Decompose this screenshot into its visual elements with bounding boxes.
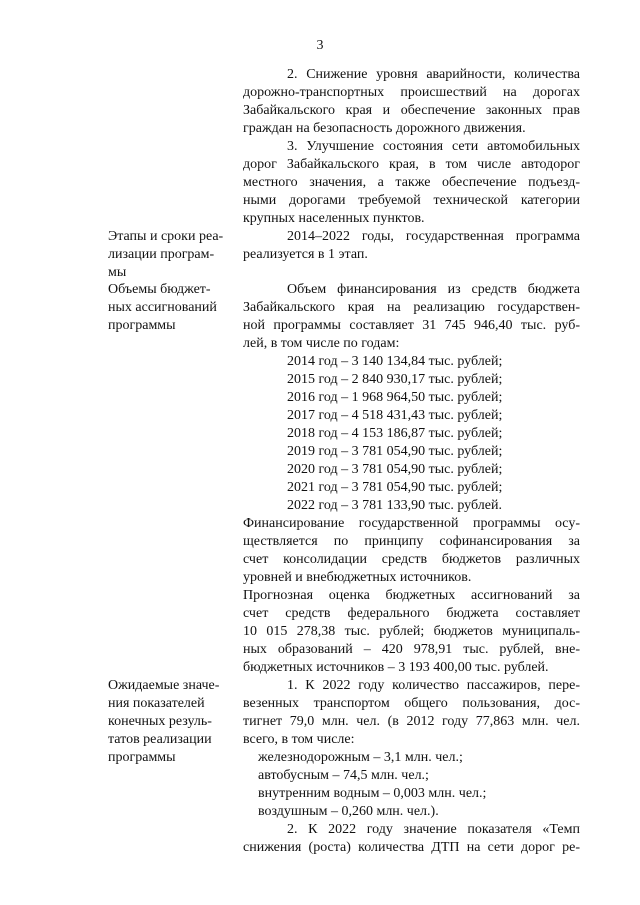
label-line: ния показателей <box>108 696 205 711</box>
list-item: внутренним водным – 0,003 млн. чел.; <box>258 786 487 801</box>
list-item: 2016 год – 1 968 964,50 тыс. рублей; <box>287 390 503 405</box>
list-item: 2022 год – 3 781 133,90 тыс. рублей. <box>287 498 502 513</box>
text-line: крупных населенных пунктов. <box>243 211 425 226</box>
text-line: тигнет 79,0 млн. чел. (в 2012 году 77,863 млн. чел. <box>243 714 580 729</box>
text-line: ных образований – 420 978,91 тыс. рублей, вне- <box>243 642 580 657</box>
label-line: Ожидаемые значе- <box>108 678 220 693</box>
text-line: счет консолидации средств бюджетов различных <box>243 552 580 567</box>
text-line: ществляется по принципу софинансирования за <box>243 534 580 549</box>
text-line: 10 015 278,38 тыс. рублей; бюджетов муниципаль- <box>243 624 580 639</box>
list-item: 2018 год – 4 153 186,87 тыс. рублей; <box>287 426 503 441</box>
text-line: дорог Забайкальского края, в том числе автодорог <box>243 157 580 172</box>
text-line: 1. К 2022 году количество пассажиров, пере- <box>287 678 580 693</box>
list-item: 2019 год – 3 781 054,90 тыс. рублей; <box>287 444 503 459</box>
page-number: 3 <box>316 38 324 53</box>
text-line: местного значения, а также обеспечение подъезд- <box>243 175 580 190</box>
label-line: лизации програм- <box>108 247 215 262</box>
list-item: автобусным – 74,5 млн. чел.; <box>258 768 429 783</box>
text-line: Объем финансирования из средств бюджета <box>287 282 580 297</box>
list-item: воздушным – 0,260 млн. чел.). <box>258 804 439 819</box>
list-item: 2014 год – 3 140 134,84 тыс. рублей; <box>287 354 503 369</box>
text-line: счет средств федерального бюджета составляет <box>243 606 580 621</box>
text-line: 2014–2022 годы, государственная программа <box>287 229 580 244</box>
label-line: мы <box>108 265 127 280</box>
text-line: граждан на безопасность дорожного движения. <box>243 121 526 136</box>
text-line: 2. Снижение уровня аварийности, количества <box>287 67 580 82</box>
text-line: снижения (роста) количества ДТП на сети дорог ре- <box>243 840 580 855</box>
text-line: ной программы составляет 31 745 946,40 тыс. руб- <box>243 318 580 333</box>
text-line: 3. Улучшение состояния сети автомобильных <box>287 139 580 154</box>
text-line: Прогнозная оценка бюджетных ассигнований за <box>243 588 580 603</box>
text-line: 2. К 2022 году значение показателя «Темп <box>287 822 580 837</box>
text-line: Забайкальского края на реализацию государствен- <box>243 300 580 315</box>
label-line: Этапы и сроки реа- <box>108 229 224 244</box>
text-line: всего, в том числе: <box>243 732 355 747</box>
text-line: бюджетных источников – 3 193 400,00 тыс. рублей. <box>243 660 549 675</box>
label-line: программы <box>108 750 176 765</box>
text-line: реализуется в 1 этап. <box>243 247 368 262</box>
text-line: лей, в том числе по годам: <box>243 336 400 351</box>
list-item: 2015 год – 2 840 930,17 тыс. рублей; <box>287 372 503 387</box>
list-item: 2021 год – 3 781 054,90 тыс. рублей; <box>287 480 503 495</box>
text-line: ными дорогами требуемой технической категории <box>243 193 580 208</box>
list-item: 2020 год – 3 781 054,90 тыс. рублей; <box>287 462 503 477</box>
list-item: 2017 год – 4 518 431,43 тыс. рублей; <box>287 408 503 423</box>
label-line: татов реализации <box>108 732 212 747</box>
label-line: Объемы бюджет- <box>108 282 211 297</box>
label-line: программы <box>108 318 176 333</box>
label-line: конечных резуль- <box>108 714 212 729</box>
text-line: Финансирование государственной программы осу- <box>243 516 580 531</box>
list-item: железнодорожным – 3,1 млн. чел.; <box>258 750 463 765</box>
text-line: дорожно-транспортных происшествий на дорогах <box>243 85 580 100</box>
text-line: везенных транспортом общего пользования, дос- <box>243 696 580 711</box>
label-line: ных ассигнований <box>108 300 217 315</box>
text-line: уровней и внебюджетных источников. <box>243 570 472 585</box>
text-line: Забайкальского края и обеспечение законных прав <box>243 103 580 118</box>
